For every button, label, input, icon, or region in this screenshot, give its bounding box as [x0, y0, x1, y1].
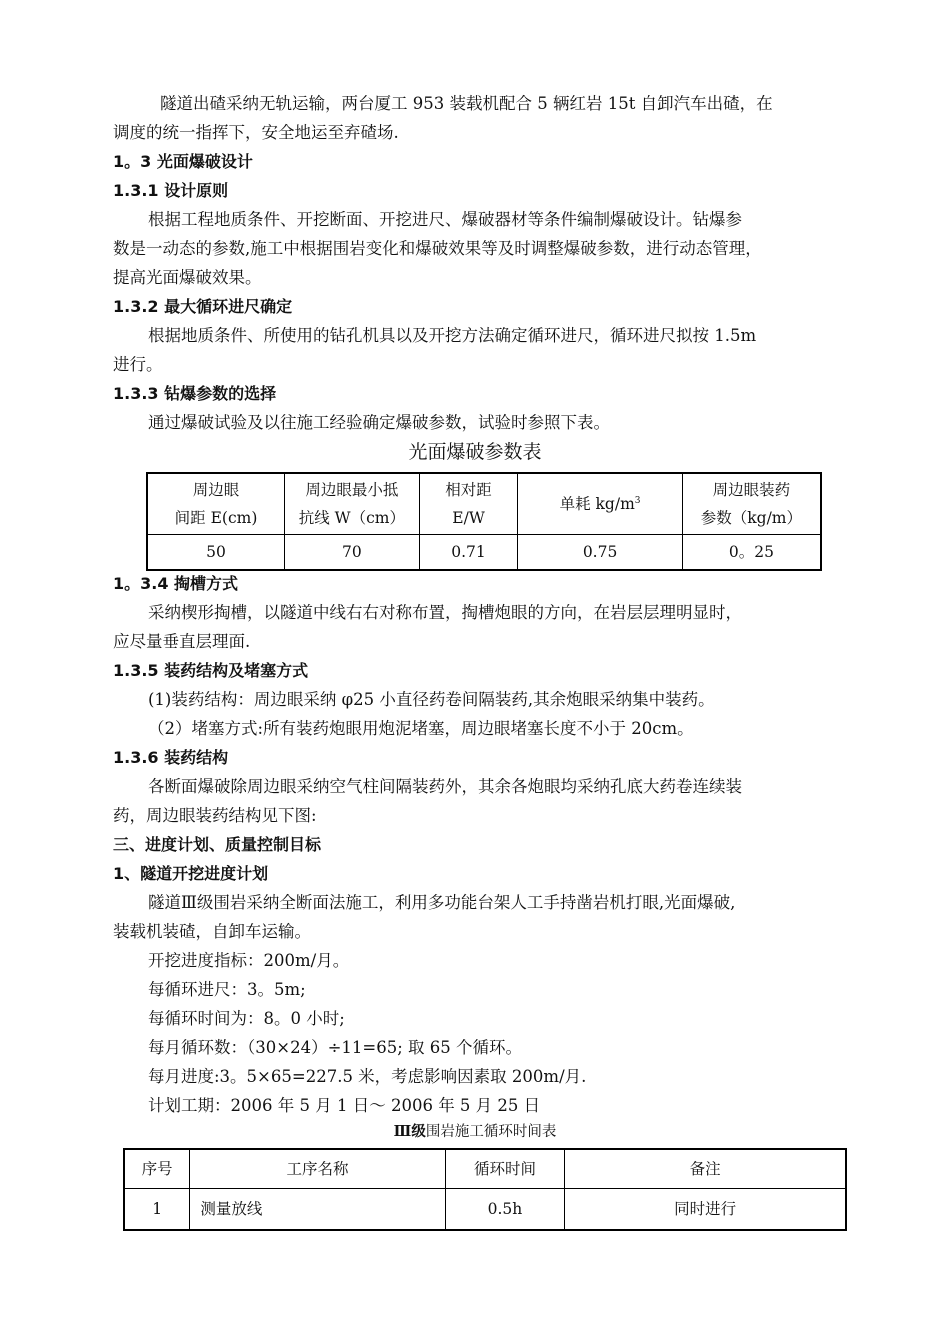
s136-line-2: 药，周边眼装药结构见下图:	[113, 806, 317, 825]
header-line: 周边眼装药	[712, 481, 791, 499]
section-1-3-5-title: 1.3.5 装药结构及堵塞方式	[113, 661, 309, 680]
s136-line-1: 各断面爆破除周边眼采纳空气柱间隔装药外，其余各炮眼均采纳孔底大药卷连续装	[148, 777, 742, 796]
table2-cell: 测量放线	[190, 1189, 445, 1231]
table1-cell: 50	[147, 535, 285, 571]
s31-line-6: 每月循环数：（30×24）÷11=65; 取 65 个循环。	[148, 1038, 522, 1057]
table1-header-row	[147, 473, 821, 535]
s132-line-1: 根据地质条件、所使用的钻孔机具以及开挖方法确定循环进尺，循环进尺拟按 1.5m	[148, 326, 757, 345]
s31-line-7: 每月进度:3。5×65=227.5 米，考虑影响因素取 200m/月.	[148, 1067, 587, 1086]
section-1-3-title: 1。3 光面爆破设计	[113, 152, 253, 171]
table2-cell: 1	[124, 1189, 190, 1231]
section-3-title: 三、进度计划、质量控制目标	[113, 835, 322, 854]
s31-line-2: 装载机装碴，自卸车运输。	[113, 922, 311, 941]
header-line: 相对距	[445, 481, 492, 499]
header-line: 抗线 W（cm）	[298, 509, 405, 527]
intro-line-1: 隧道出碴采纳无轨运输，两台厦工 953 装载机配合 5 辆红岩 15t 自卸汽车出碴，在	[160, 94, 773, 113]
s134-line-1: 采纳楔形掏槽，以隧道中线右右对称布置，掏槽炮眼的方向，在岩层层理明显时，	[148, 603, 742, 622]
table2-caption	[0, 1122, 950, 1142]
s134-line-2: 应尽量垂直层理面.	[113, 632, 251, 651]
header-line: 周边眼最小抵	[305, 481, 399, 499]
table2-header-cell: 工序名称	[190, 1149, 445, 1189]
table2-caption-text: 围岩施工循环时间表	[425, 1124, 557, 1140]
header-line: 单耗 kg/m	[559, 495, 635, 513]
table2-header-cell: 循环时间	[445, 1149, 565, 1189]
table2-header-cell: 备注	[565, 1149, 846, 1189]
header-line: 周边眼	[192, 481, 240, 499]
s131-line-2: 数是一动态的参数,施工中根据围岩变化和爆破效果等及时调整爆破参数，进行动态管理，	[113, 239, 762, 258]
section-1-3-6-title: 1.3.6 装药结构	[113, 748, 229, 767]
table1-header-cell	[682, 473, 821, 535]
table1-header-cell	[518, 473, 682, 535]
header-line: E/W	[452, 509, 485, 527]
header-superscript: 3	[634, 495, 641, 506]
table2-data-row	[124, 1189, 846, 1231]
table1-cell: 0。25	[682, 535, 821, 571]
table1-caption: 光面爆破参数表	[408, 441, 542, 463]
table2-header-row	[124, 1149, 846, 1189]
section-3-1-title: 1、隧道开挖进度计划	[113, 864, 269, 883]
section-1-3-1-title: 1.3.1 设计原则	[113, 181, 229, 200]
s133-line-1: 通过爆破试验及以往施工经验确定爆破参数，试验时参照下表。	[148, 413, 610, 432]
s31-line-4: 每循环进尺：3。5m;	[148, 980, 306, 999]
table2-cell: 同时进行	[565, 1189, 846, 1231]
s132-line-2: 进行。	[113, 355, 163, 374]
table1-data-row	[147, 535, 821, 571]
s31-line-5: 每循环时间为：8。0 小时;	[148, 1009, 345, 1028]
table1-header-cell	[285, 473, 420, 535]
table2-header-cell: 序号	[124, 1149, 190, 1189]
cycle-time-table	[123, 1148, 847, 1231]
table1-cell: 70	[285, 535, 420, 571]
section-1-3-2-title: 1.3.2 最大循环进尺确定	[113, 297, 293, 316]
table1-header-cell	[147, 473, 285, 535]
section-1-3-3-title: 1.3.3 钻爆参数的选择	[113, 384, 277, 403]
table1-header-cell	[419, 473, 518, 535]
section-1-3-4-title: 1。3.4 掏槽方式	[113, 574, 239, 593]
blasting-parameter-table	[146, 472, 822, 571]
header-line: 间距 E(cm)	[174, 509, 258, 527]
s131-line-1: 根据工程地质条件、开挖断面、开挖进尺、爆破器材等条件编制爆破设计。钻爆参	[148, 210, 742, 229]
table2-caption-grade: Ⅲ级	[393, 1123, 426, 1140]
table1-cell: 0.71	[419, 535, 518, 571]
s131-line-3: 提高光面爆破效果。	[113, 268, 262, 287]
header-line: 参数（kg/m）	[700, 509, 803, 527]
s135-line-1: (1)装药结构：周边眼采纳 φ25 小直径药卷间隔装药,其余炮眼采纳集中装药。	[148, 690, 715, 709]
s31-line-3: 开挖进度指标：200m/月。	[148, 951, 350, 970]
s31-line-1: 隧道Ⅲ级围岩采纳全断面法施工，利用多功能台架人工手持凿岩机打眼,光面爆破,	[148, 893, 736, 912]
table2-cell: 0.5h	[445, 1189, 565, 1231]
s31-line-8: 计划工期：2006 年 5 月 1 日～ 2006 年 5 月 25 日	[148, 1096, 541, 1115]
table1-cell: 0.75	[518, 535, 682, 571]
intro-line-2: 调度的统一指挥下，安全地运至弃碴场.	[113, 123, 399, 142]
s135-line-2: （2）堵塞方式:所有装药炮眼用炮泥堵塞，周边眼堵塞长度不小于 20cm。	[148, 719, 694, 738]
